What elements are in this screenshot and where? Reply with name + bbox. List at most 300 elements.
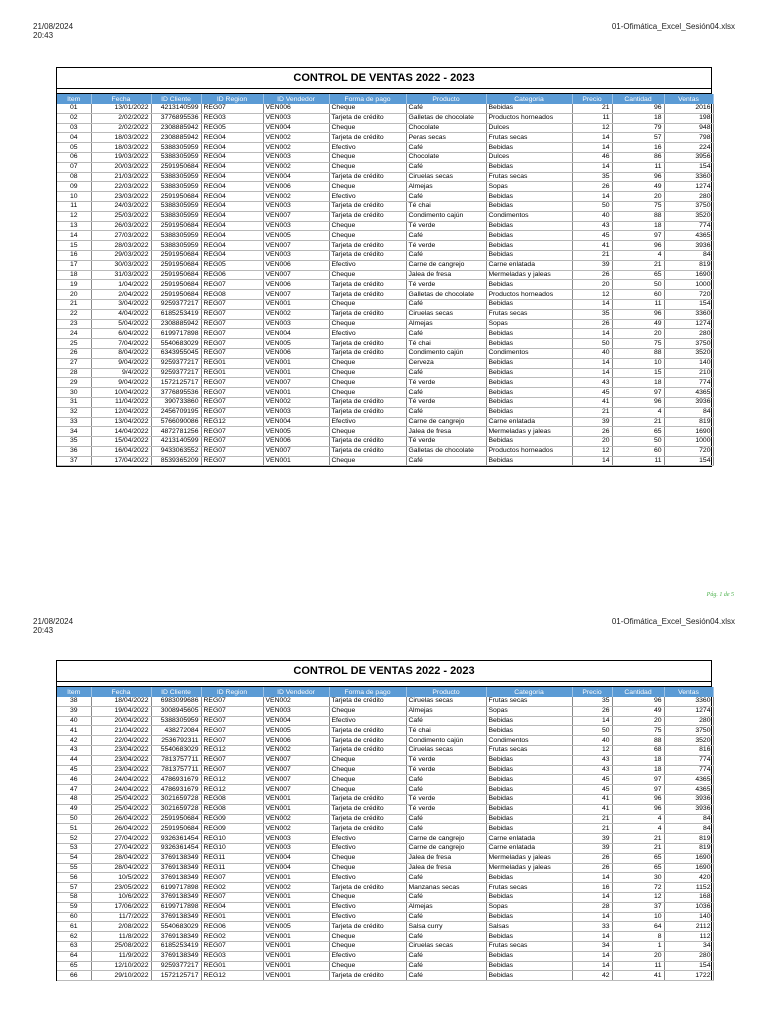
table-cell: 50 <box>612 437 664 447</box>
table-cell: 14 <box>572 162 612 172</box>
print-filename: 01-Ofimática_Excel_Sesión04.xlsx <box>611 22 735 31</box>
table-cell: 5388305959 <box>151 143 201 153</box>
table-cell: 6185253419 <box>151 941 201 951</box>
table-cell: Productos horneados <box>486 446 572 456</box>
table-cell: 46 <box>572 152 612 162</box>
table-cell: 31/03/2022 <box>91 270 151 280</box>
table-cell: Té verde <box>406 221 486 231</box>
table-cell: 96 <box>612 697 664 706</box>
table-cell: 774 <box>664 755 713 765</box>
table-cell: 1000 <box>664 280 713 290</box>
table-cell: VEN002 <box>263 143 329 153</box>
table-cell: 22/03/2022 <box>91 182 151 192</box>
table-cell: 50 <box>612 280 664 290</box>
table-cell: 26 <box>572 706 612 716</box>
table-cell: REG07 <box>201 299 263 309</box>
table-cell: 21 <box>572 814 612 824</box>
table-cell: 43 <box>572 765 612 775</box>
table-cell: 13 <box>57 221 91 231</box>
table-cell: 9/04/2022 <box>91 358 151 368</box>
table-cell: VEN002 <box>263 192 329 202</box>
table-cell: Ciruelas secas <box>406 941 486 951</box>
table-cell: 40 <box>572 348 612 358</box>
table-cell: 14 <box>572 873 612 883</box>
table-cell: Carne de cangrejo <box>406 834 486 844</box>
table-cell: Tarjeta de crédito <box>329 201 406 211</box>
table-row <box>57 697 713 706</box>
table-cell: 28/03/2022 <box>91 241 151 251</box>
table-row <box>57 814 713 824</box>
table-cell: 2591950684 <box>151 162 201 172</box>
table-row <box>57 417 713 427</box>
table-cell: Cheque <box>329 378 406 388</box>
table-row <box>57 172 713 182</box>
table-cell: 23/05/2022 <box>91 883 151 893</box>
table-cell: VEN004 <box>263 716 329 726</box>
table-cell: 72 <box>612 883 664 893</box>
table-cell: 3750 <box>664 339 713 349</box>
table-cell: Té chai <box>406 339 486 349</box>
table-cell: 774 <box>664 221 713 231</box>
table-row <box>57 912 713 922</box>
table-row <box>57 834 713 844</box>
table-cell: VEN004 <box>263 863 329 873</box>
table-cell: 21/03/2022 <box>91 172 151 182</box>
table-cell: Bebidas <box>486 143 572 153</box>
table-cell: 65 <box>612 270 664 280</box>
table-cell: 2591950684 <box>151 290 201 300</box>
table-row <box>57 804 713 814</box>
table-cell: 1274 <box>664 706 713 716</box>
table-cell: 49 <box>612 182 664 192</box>
table-cell: 41 <box>572 794 612 804</box>
table-cell: 61 <box>57 922 91 932</box>
table-cell: VEN003 <box>263 407 329 417</box>
table-cell: Jalea de fresa <box>406 853 486 863</box>
table-cell: 43 <box>572 221 612 231</box>
table-row <box>57 922 713 932</box>
table-cell: 154 <box>664 162 713 172</box>
table-row <box>57 873 713 883</box>
table-cell: 8 <box>612 932 664 942</box>
table-cell: 62 <box>57 932 91 942</box>
table-cell: Bebidas <box>486 814 572 824</box>
table-cell: 88 <box>612 211 664 221</box>
table-cell: VEN001 <box>263 912 329 922</box>
table-cell: 1274 <box>664 182 713 192</box>
table-cell: 03 <box>57 123 91 133</box>
table-cell: REG04 <box>201 201 263 211</box>
table-cell: REG08 <box>201 804 263 814</box>
table-cell: 16 <box>57 250 91 260</box>
table-cell: REG04 <box>201 221 263 231</box>
table-cell: Tarjeta de crédito <box>329 437 406 447</box>
table-cell: REG12 <box>201 417 263 427</box>
table-cell: 39 <box>572 260 612 270</box>
table-cell: 17/06/2022 <box>91 902 151 912</box>
table-cell: REG12 <box>201 785 263 795</box>
table-cell: VEN002 <box>263 309 329 319</box>
table-cell: 14 <box>572 368 612 378</box>
table-cell: 26/03/2022 <box>91 221 151 231</box>
table-cell: 2/04/2022 <box>91 290 151 300</box>
table-cell: 50 <box>572 201 612 211</box>
table-cell: REG07 <box>201 716 263 726</box>
table-cell: 51 <box>57 824 91 834</box>
table-cell: 11 <box>57 201 91 211</box>
table-cell: Café <box>406 231 486 241</box>
table-cell: 28 <box>572 902 612 912</box>
table-cell: 41 <box>572 397 612 407</box>
table-row <box>57 726 713 736</box>
table-cell: REG07 <box>201 437 263 447</box>
column-header: Forma de pago <box>329 687 406 697</box>
table-cell: Café <box>406 912 486 922</box>
table-row <box>57 853 713 863</box>
table-cell: 65 <box>57 961 91 971</box>
table-row <box>57 231 713 241</box>
table-row <box>57 201 713 211</box>
table-cell: REG03 <box>201 951 263 961</box>
table-cell: 2591950684 <box>151 192 201 202</box>
table-cell: Cheque <box>329 231 406 241</box>
table-cell: REG08 <box>201 794 263 804</box>
table-cell: 2591950684 <box>151 280 201 290</box>
table-cell: 39 <box>57 706 91 716</box>
table-cell: 5388305959 <box>151 172 201 182</box>
table-cell: 50 <box>57 814 91 824</box>
table-cell: REG04 <box>201 162 263 172</box>
table-row <box>57 902 713 912</box>
table-cell: 29/10/2022 <box>91 971 151 981</box>
table-cell: Café <box>406 971 486 981</box>
table-cell: 774 <box>664 378 713 388</box>
column-header: Precio <box>572 94 612 104</box>
table-cell: 35 <box>57 437 91 447</box>
table-cell: REG07 <box>201 941 263 951</box>
table-cell: 5388305959 <box>151 201 201 211</box>
table-cell: 35 <box>572 309 612 319</box>
table-cell: 819 <box>664 843 713 853</box>
table-cell: 2591950684 <box>151 270 201 280</box>
table-cell: VEN001 <box>263 902 329 912</box>
table-cell: 154 <box>664 456 713 466</box>
table-cell: REG07 <box>201 319 263 329</box>
table-cell: VEN007 <box>263 775 329 785</box>
table-cell: 20 <box>57 290 91 300</box>
table-cell: 2308885942 <box>151 319 201 329</box>
table-cell: Bebidas <box>486 892 572 902</box>
table-cell: 29/03/2022 <box>91 250 151 260</box>
table-cell: Efectivo <box>329 417 406 427</box>
table-cell: 20 <box>612 951 664 961</box>
table-cell: 14 <box>572 192 612 202</box>
table-cell: 1/04/2022 <box>91 280 151 290</box>
column-header: Categoria <box>486 687 572 697</box>
table-cell: Dulces <box>486 152 572 162</box>
table-cell: 798 <box>664 133 713 143</box>
table-cell: 1152 <box>664 883 713 893</box>
table-row <box>57 716 713 726</box>
table-cell: 819 <box>664 417 713 427</box>
table-cell: 9259377217 <box>151 299 201 309</box>
table-cell: 7/04/2022 <box>91 339 151 349</box>
table-cell: 24/03/2022 <box>91 201 151 211</box>
table-cell: Bebidas <box>486 755 572 765</box>
table-cell: Café <box>406 388 486 398</box>
table-cell: Chocolate <box>406 123 486 133</box>
table-cell: 2591950684 <box>151 824 201 834</box>
table-cell: REG05 <box>201 123 263 133</box>
table-row <box>57 456 713 466</box>
table-cell: 1690 <box>664 863 713 873</box>
table-cell: 14 <box>572 951 612 961</box>
sheet-title: CONTROL DE VENTAS 2022 - 2023 <box>57 661 711 682</box>
table-cell: 15/04/2022 <box>91 437 151 447</box>
table-cell: Cheque <box>329 775 406 785</box>
table-cell: Cheque <box>329 853 406 863</box>
table-cell: Mermeladas y jaleas <box>486 270 572 280</box>
table-cell: REG09 <box>201 814 263 824</box>
table-cell: 97 <box>612 388 664 398</box>
table-cell: 6/04/2022 <box>91 329 151 339</box>
table-cell: Café <box>406 162 486 172</box>
table-cell: VEN003 <box>263 221 329 231</box>
table-cell: 84 <box>664 407 713 417</box>
table-cell: Bebidas <box>486 775 572 785</box>
table-cell: Café <box>406 456 486 466</box>
table-cell: 9259377217 <box>151 368 201 378</box>
table-cell: 63 <box>57 941 91 951</box>
table-cell: 45 <box>57 765 91 775</box>
table-cell: Tarjeta de crédito <box>329 814 406 824</box>
table-cell: Ciruelas secas <box>406 172 486 182</box>
table-cell: REG04 <box>201 231 263 241</box>
table-cell: 3936 <box>664 794 713 804</box>
table-cell: Tarjeta de crédito <box>329 309 406 319</box>
table-cell: 948 <box>664 123 713 133</box>
table-cell: 14 <box>572 892 612 902</box>
table-cell: Bebidas <box>486 726 572 736</box>
table-cell: 14 <box>572 961 612 971</box>
table-cell: 19/04/2022 <box>91 706 151 716</box>
table-cell: VEN006 <box>263 348 329 358</box>
table-cell: REG10 <box>201 834 263 844</box>
table-cell: 3008945605 <box>151 706 201 716</box>
table-cell: Tarjeta de crédito <box>329 736 406 746</box>
table-cell: 75 <box>612 339 664 349</box>
table-row <box>57 794 713 804</box>
table-cell: Café <box>406 368 486 378</box>
table-cell: VEN007 <box>263 755 329 765</box>
table-cell: 10/5/2022 <box>91 873 151 883</box>
table-cell: 75 <box>612 201 664 211</box>
table-cell: VEN004 <box>263 853 329 863</box>
table-row <box>57 368 713 378</box>
table-cell: 30 <box>612 873 664 883</box>
table-cell: Cheque <box>329 941 406 951</box>
table-cell: Tarjeta de crédito <box>329 726 406 736</box>
table-cell: REG07 <box>201 697 263 706</box>
table-cell: REG04 <box>201 250 263 260</box>
table-row <box>57 427 713 437</box>
table-cell: 47 <box>57 785 91 795</box>
table-cell: VEN007 <box>263 211 329 221</box>
table-cell: 15 <box>57 241 91 251</box>
table-cell: 2/08/2022 <box>91 922 151 932</box>
table-cell: Cheque <box>329 961 406 971</box>
column-header: ID Cliente <box>151 94 201 104</box>
sales-table <box>57 687 714 981</box>
table-cell: 1000 <box>664 437 713 447</box>
table-cell: REG07 <box>201 388 263 398</box>
table-cell: 14 <box>572 716 612 726</box>
table-cell: Galletas de chocolate <box>406 446 486 456</box>
table-cell: 154 <box>664 961 713 971</box>
table-cell: 49 <box>612 706 664 716</box>
table-cell: 4365 <box>664 775 713 785</box>
table-row <box>57 211 713 221</box>
table-cell: Cheque <box>329 152 406 162</box>
table-cell: 57 <box>57 883 91 893</box>
table-cell: Mermeladas y jaleas <box>486 863 572 873</box>
table-cell: 12 <box>572 745 612 755</box>
table-cell: 10/6/2022 <box>91 892 151 902</box>
table-cell: Tarjeta de crédito <box>329 407 406 417</box>
table-cell: REG02 <box>201 883 263 893</box>
table-cell: VEN006 <box>263 280 329 290</box>
table-cell: Chocolate <box>406 152 486 162</box>
table-cell: 5388305959 <box>151 152 201 162</box>
table-cell: Cheque <box>329 892 406 902</box>
table-cell: 60 <box>57 912 91 922</box>
table-cell: Bebidas <box>486 971 572 981</box>
table-cell: Efectivo <box>329 873 406 883</box>
table-cell: REG10 <box>201 843 263 853</box>
column-header: ID Vendedor <box>263 687 329 697</box>
table-cell: 18 <box>612 378 664 388</box>
table-cell: Bebidas <box>486 765 572 775</box>
table-cell: 19 <box>57 280 91 290</box>
table-cell: Tarjeta de crédito <box>329 397 406 407</box>
table-cell: Salsa curry <box>406 922 486 932</box>
table-cell: 4 <box>612 814 664 824</box>
table-cell: Mermeladas y jaleas <box>486 853 572 863</box>
column-header: Cantidad <box>612 687 664 697</box>
table-cell: VEN006 <box>263 736 329 746</box>
column-header: Cantidad <box>612 94 664 104</box>
table-cell: Sopas <box>486 902 572 912</box>
table-cell: Galletas de chocolate <box>406 290 486 300</box>
table-cell: REG07 <box>201 309 263 319</box>
table-cell: Cheque <box>329 755 406 765</box>
table-cell: VEN005 <box>263 339 329 349</box>
table-cell: 17/04/2022 <box>91 456 151 466</box>
sales-sheet-page1 <box>56 67 712 467</box>
table-cell: Frutas secas <box>486 883 572 893</box>
table-cell: Cheque <box>329 358 406 368</box>
table-cell: 168 <box>664 892 713 902</box>
table-cell: VEN003 <box>263 843 329 853</box>
table-row <box>57 152 713 162</box>
table-cell: 1690 <box>664 270 713 280</box>
table-cell: 25/04/2022 <box>91 804 151 814</box>
column-header: Producto <box>406 94 486 104</box>
table-cell: 41 <box>612 971 664 981</box>
table-cell: REG12 <box>201 745 263 755</box>
table-cell: VEN003 <box>263 319 329 329</box>
table-cell: 1274 <box>664 319 713 329</box>
table-cell: REG01 <box>201 368 263 378</box>
table-cell: 28/04/2022 <box>91 863 151 873</box>
table-row <box>57 113 713 123</box>
table-cell: VEN004 <box>263 123 329 133</box>
table-cell: Café <box>406 785 486 795</box>
table-row <box>57 951 713 961</box>
table-cell: 3021659728 <box>151 794 201 804</box>
table-cell: VEN002 <box>263 162 329 172</box>
table-cell: 40 <box>572 736 612 746</box>
table-cell: 50 <box>572 726 612 736</box>
table-cell: Condimento cajún <box>406 211 486 221</box>
table-cell: Bebidas <box>486 951 572 961</box>
table-cell: REG07 <box>201 736 263 746</box>
table-cell: 4213140599 <box>151 104 201 113</box>
table-cell: Dulces <box>486 123 572 133</box>
table-cell: Té verde <box>406 280 486 290</box>
table-cell: 75 <box>612 726 664 736</box>
table-cell: Tarjeta de crédito <box>329 250 406 260</box>
table-cell: 49 <box>612 319 664 329</box>
table-cell: 49 <box>57 804 91 814</box>
table-cell: 23 <box>57 319 91 329</box>
table-cell: Cheque <box>329 162 406 172</box>
table-cell: REG07 <box>201 873 263 883</box>
table-cell: 23/04/2022 <box>91 765 151 775</box>
table-cell: 4 <box>612 407 664 417</box>
table-cell: Cerveza <box>406 358 486 368</box>
table-row <box>57 775 713 785</box>
table-row <box>57 182 713 192</box>
table-cell: 39 <box>572 417 612 427</box>
table-cell: 3769138349 <box>151 892 201 902</box>
table-cell: Productos horneados <box>486 290 572 300</box>
table-cell: Té verde <box>406 241 486 251</box>
table-cell: REG07 <box>201 446 263 456</box>
table-cell: Bebidas <box>486 250 572 260</box>
table-cell: Bebidas <box>486 785 572 795</box>
table-row <box>57 358 713 368</box>
table-cell: 09 <box>57 182 91 192</box>
table-row <box>57 339 713 349</box>
table-cell: Café <box>406 716 486 726</box>
table-cell: 9/04/2022 <box>91 378 151 388</box>
table-cell: VEN004 <box>263 417 329 427</box>
table-cell: 86 <box>612 152 664 162</box>
table-cell: VEN006 <box>263 260 329 270</box>
table-cell: 43 <box>57 745 91 755</box>
table-cell: 774 <box>664 765 713 775</box>
table-cell: 05 <box>57 143 91 153</box>
table-row <box>57 104 713 113</box>
table-cell: Té verde <box>406 397 486 407</box>
table-cell: Cheque <box>329 221 406 231</box>
table-cell: 7813757711 <box>151 765 201 775</box>
table-cell: Cheque <box>329 427 406 437</box>
table-cell: VEN002 <box>263 133 329 143</box>
table-cell: 5388305959 <box>151 231 201 241</box>
column-header: ID Vendedor <box>263 94 329 104</box>
